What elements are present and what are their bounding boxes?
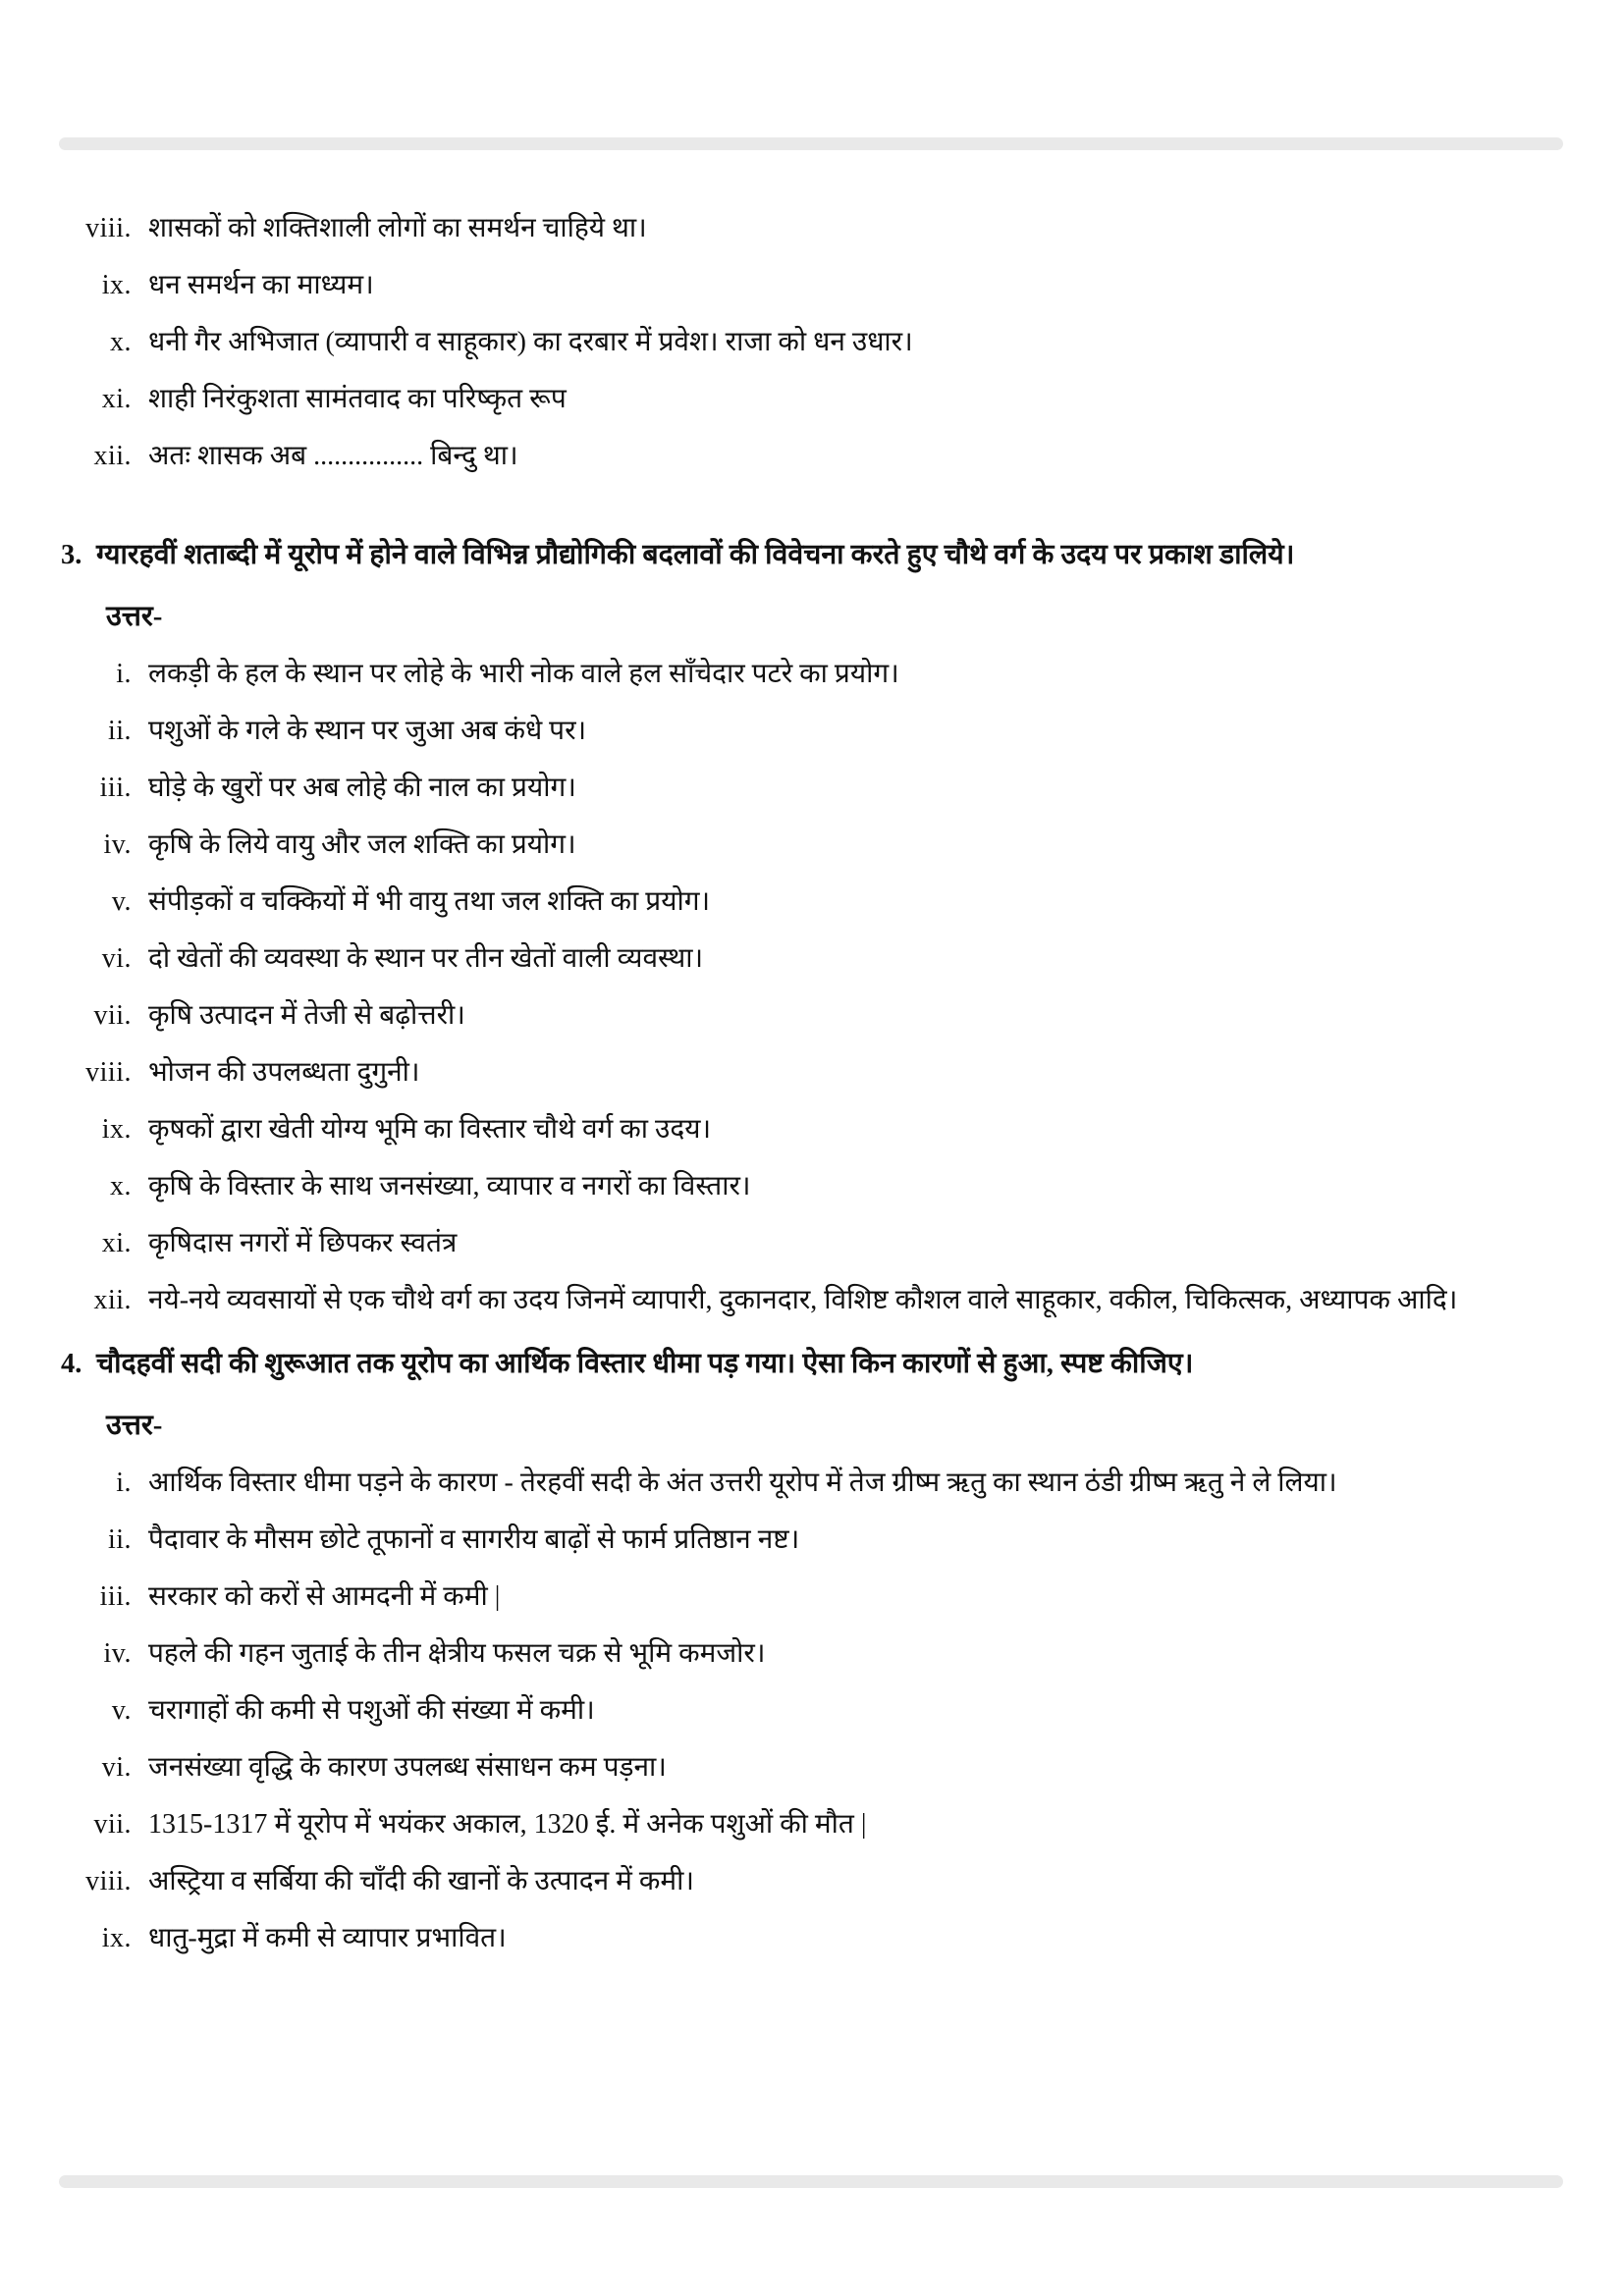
item-numeral: xii. [93, 1285, 132, 1315]
item-text: कृषि उत्पादन में तेजी से बढ़ोत्तरी। [148, 1000, 465, 1031]
item-numeral: viii. [85, 1057, 132, 1088]
list-item [61, 1796, 1566, 1853]
item-text: कृषकों द्वारा खेती योग्य भूमि का विस्तार चौथे वर्ग का उदय। [148, 1114, 712, 1145]
item-numeral: xii. [93, 441, 132, 471]
list-item [61, 703, 1566, 760]
list-item [61, 760, 1566, 817]
item-numeral: xi. [101, 384, 132, 414]
item-text: 1315-1317 में यूरोप में भयंकर अकाल, 1320 ई. में अनेक पशुओं की मौत | [148, 1809, 867, 1840]
list-item [61, 817, 1566, 874]
question-block [61, 1341, 1566, 1967]
item-text: अतः शासक अब ................ बिन्दु था। [148, 441, 518, 471]
item-numeral: vii. [93, 1000, 132, 1031]
top-divider [59, 137, 1563, 150]
question-block [61, 532, 1566, 1329]
list-item [61, 200, 1566, 257]
list-item [61, 1626, 1566, 1682]
item-numeral: x. [110, 1171, 132, 1201]
answer-label: उत्तर- [106, 601, 163, 632]
list-item [61, 1101, 1566, 1158]
item-text: जनसंख्या वृद्धि के कारण उपलब्ध संसाधन कम पड़ना। [148, 1752, 667, 1783]
list-item [61, 1158, 1566, 1215]
question-heading-row [61, 532, 1566, 579]
item-numeral: ix. [101, 1923, 132, 1953]
item-text: नये-नये व्यवसायों से एक चौथे वर्ग का उदय जिनमें व्यापारी, दुकानदार, विशिष्ट कौशल वाले साहूकार, वकील, चिकित्सक, अध्यापक आदि। [148, 1285, 1458, 1315]
item-text: अस्ट्रिया व सर्बिया की चाँदी की खानों के उत्पादन में कमी। [148, 1866, 694, 1896]
item-numeral: i. [116, 659, 132, 689]
item-numeral: viii. [85, 213, 132, 243]
answer-label: उत्तर- [106, 1410, 163, 1441]
item-text: चरागाहों की कमी से पशुओं की संख्या में कमी। [148, 1695, 595, 1726]
list-item [61, 1739, 1566, 1796]
question-heading-row [61, 1341, 1566, 1388]
list-item [61, 1682, 1566, 1739]
item-numeral: ix. [101, 270, 132, 300]
item-text: घोड़े के खुरों पर अब लोहे की नाल का प्रयोग। [148, 773, 576, 803]
question-answer-list [61, 1455, 1566, 1967]
page-content [61, 200, 1566, 1967]
continuation-answer-list [61, 200, 1566, 485]
item-text: दो खेतों की व्यवस्था के स्थान पर तीन खेतों वाली व्यवस्था। [148, 943, 704, 974]
item-text: पहले की गहन जुताई के तीन क्षेत्रीय फसल चक्र से भूमि कमजोर। [148, 1638, 766, 1669]
item-text: धन समर्थन का माध्यम। [148, 270, 374, 300]
item-numeral: ix. [101, 1114, 132, 1145]
list-item [61, 1272, 1566, 1329]
item-numeral: xi. [101, 1228, 132, 1258]
list-item [61, 314, 1566, 371]
list-item [61, 931, 1566, 988]
item-text: धनी गैर अभिजात (व्यापारी व साहूकार) का दरबार में प्रवेश। राजा को धन उधार। [148, 327, 913, 357]
item-text: भोजन की उपलब्धता दुगुनी। [148, 1057, 420, 1088]
item-numeral: ii. [107, 716, 132, 746]
item-text: लकड़ी के हल के स्थान पर लोहे के भारी नोक वाले हल साँचेदार पटरे का प्रयोग। [148, 659, 899, 689]
list-item [61, 1853, 1566, 1910]
question-number: 3. [61, 540, 82, 570]
list-item [61, 257, 1566, 314]
list-item [61, 1910, 1566, 1967]
item-numeral: vi. [101, 943, 132, 974]
item-numeral: x. [110, 327, 132, 357]
bottom-divider [59, 2175, 1563, 2188]
item-numeral: v. [111, 886, 132, 917]
item-numeral: viii. [85, 1866, 132, 1896]
item-text: सरकार को करों से आमदनी में कमी | [148, 1581, 501, 1612]
item-text: शासकों को शक्तिशाली लोगों का समर्थन चाहिये था। [148, 213, 647, 243]
item-numeral: i. [116, 1468, 132, 1498]
list-item [61, 874, 1566, 931]
item-text: संपीड़कों व चक्कियों में भी वायु तथा जल शक्ति का प्रयोग। [148, 886, 711, 917]
item-text: कृषि के विस्तार के साथ जनसंख्या, व्यापार व नगरों का विस्तार। [148, 1171, 751, 1201]
item-numeral: vi. [101, 1752, 132, 1783]
item-text: धातु-मुद्रा में कमी से व्यापार प्रभावित। [148, 1923, 507, 1953]
item-numeral: iii. [99, 1581, 132, 1612]
item-numeral: iv. [103, 829, 132, 860]
list-item [61, 428, 1566, 485]
item-text: कृषिदास नगरों में छिपकर स्वतंत्र [148, 1228, 458, 1258]
question-heading: चौदहवीं सदी की शुरूआत तक यूरोप का आर्थिक विस्तार धीमा पड़ गया। ऐसा किन कारणों से हुआ, स्पष्ट कीजिए। [96, 1349, 1194, 1379]
question-number: 4. [61, 1349, 82, 1379]
list-item [61, 1044, 1566, 1101]
list-item [61, 1569, 1566, 1626]
item-numeral: v. [111, 1695, 132, 1726]
item-text: कृषि के लिये वायु और जल शक्ति का प्रयोग। [148, 829, 576, 860]
item-text: आर्थिक विस्तार धीमा पड़ने के कारण - तेरहवीं सदी के अंत उत्तरी यूरोप में तेज ग्रीष्म ऋतु का स्थान ठंडी ग्रीष्म ऋतु ने ले लिया। [148, 1468, 1337, 1498]
item-numeral: iii. [99, 773, 132, 803]
question-answer-list [61, 646, 1566, 1329]
item-text: पशुओं के गले के स्थान पर जुआ अब कंधे पर। [148, 716, 587, 746]
list-item [61, 988, 1566, 1044]
list-item [61, 371, 1566, 428]
item-text: शाही निरंकुशता सामंतवाद का परिष्कृत रूप [148, 384, 567, 414]
list-item [61, 1455, 1566, 1512]
item-numeral: ii. [107, 1524, 132, 1555]
questions-container [61, 532, 1566, 1967]
item-numeral: vii. [93, 1809, 132, 1840]
question-heading: ग्यारहवीं शताब्दी में यूरोप में होने वाले विभिन्न प्रौद्योगिकी बदलावों की विवेचना करते हुए चौथे वर्ग के उदय पर प्रकाश डालिये। [96, 540, 1295, 570]
item-numeral: iv. [103, 1638, 132, 1669]
list-item [61, 1215, 1566, 1272]
list-item [61, 646, 1566, 703]
list-item [61, 1512, 1566, 1569]
item-text: पैदावार के मौसम छोटे तूफानों व सागरीय बाढ़ों से फार्म प्रतिष्ठान नष्ट। [148, 1524, 800, 1555]
